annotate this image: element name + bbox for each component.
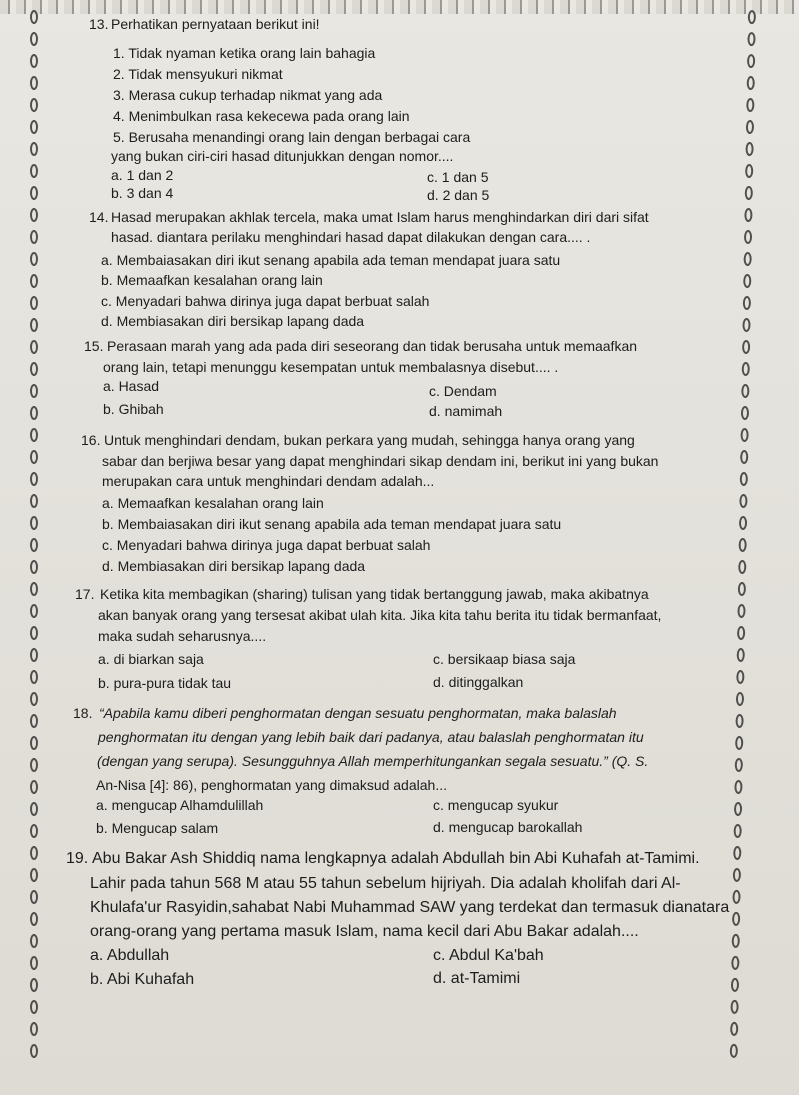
option-b[interactable]: b. Membaiasakan diri ikut senang apabila ada teman mendapat juara satu [102, 516, 562, 532]
option-b[interactable]: b. Ghibah [103, 401, 164, 417]
question-stem-line: Abu Bakar Ash Shiddiq nama lengkapnya adalah Abdullah bin Abi Kuhafah at-Tamimi. [92, 850, 700, 867]
question-stem-line: akan banyak orang yang tersesat akibat ulah kita. Jika kita tahu berita itu tidak bermanfaat, [98, 607, 662, 623]
option-c[interactable]: c. Menyadari bahwa dirinya juga dapat berbuat salah [101, 293, 430, 309]
question-stem-line: (dengan yang serupa). Sesungguhnya Allah memperhitungankan segala sesuatu.” (Q. S. [97, 753, 649, 769]
option-a[interactable]: a. mengucap Alhamdulillah [96, 797, 264, 813]
statement: 4. Menimbulkan rasa kekecewa pada orang lain [113, 108, 410, 124]
option-c[interactable]: c. Dendam [429, 383, 497, 399]
option-b[interactable]: b. pura-pura tidak tau [98, 675, 232, 691]
option-c[interactable]: c. Menyadari bahwa dirinya juga dapat berbuat salah [102, 537, 431, 553]
question-stem-line: merupakan cara untuk menghindari dendam adalah... [102, 473, 435, 489]
statement: 3. Merasa cukup terhadap nikmat yang ada [113, 87, 383, 103]
option-b[interactable]: b. Abi Kuhafah [90, 971, 195, 988]
question-stem-line: sabar dan berjiwa besar yang dapat menghindari sikap dendam ini, berikut ini yang bukan [102, 453, 659, 469]
statement: 1. Tidak nyaman ketika orang lain bahagia [113, 45, 376, 61]
question-number: 13. [89, 16, 109, 32]
option-a[interactable]: a. Hasad [103, 378, 160, 394]
option-d[interactable]: d. namimah [429, 403, 503, 419]
question-stem-line: hasad. diantara perilaku menghindari hasad dapat dilakukan dengan cara.... . [111, 229, 591, 245]
question-stem-line: Ketika kita membagikan (sharing) tulisan yang tidak bertanggung jawab, maka akibatnya [100, 586, 649, 602]
question-stem-continued: yang bukan ciri-ciri hasad ditunjukkan dengan nomor.... [111, 148, 454, 164]
question-stem-line: penghormatan itu dengan yang lebih baik dari padanya, atau balaslah penghormatan itu [98, 729, 644, 745]
question-number: 15. [84, 338, 104, 354]
question-number: 19. [66, 850, 89, 867]
question-stem-line: “Apabila kamu diberi penghormatan dengan sesuatu penghormatan, maka balaslah [99, 705, 617, 721]
option-a[interactable]: a. Membaiasakan diri ikut senang apabila ada teman mendapat juara satu [101, 252, 561, 268]
option-a[interactable]: a. di biarkan saja [98, 651, 204, 667]
option-c[interactable]: c. 1 dan 5 [427, 169, 489, 185]
option-a[interactable]: a. Abdullah [90, 947, 170, 964]
question-number: 17. [75, 586, 95, 602]
question-stem-line: Hasad merupakan akhlak tercela, maka umat Islam harus menghindarkan diri dari sifat [111, 209, 649, 225]
option-d[interactable]: d. ditinggalkan [433, 674, 524, 690]
statement: 5. Berusaha menandingi orang lain dengan berbagai cara [113, 129, 471, 145]
option-a[interactable]: a. 1 dan 2 [111, 167, 174, 183]
question-stem: Perhatikan pernyataan berikut ini! [111, 16, 320, 32]
option-b[interactable]: b. 3 dan 4 [111, 185, 174, 201]
option-b[interactable]: b. Memaafkan kesalahan orang lain [101, 272, 323, 288]
question-stem-line: orang lain, tetapi menunggu kesempatan untuk membalasnya disebut.... . [103, 359, 559, 375]
question-stem-line: maka sudah seharusnya.... [98, 628, 267, 644]
question-number: 16. [81, 432, 101, 448]
question-stem-line: Khulafa'ur Rasyidin,sahabat Nabi Muhammad SAW yang terdekat dan termasuk dianatara [90, 899, 730, 916]
option-b[interactable]: b. Mengucap salam [96, 820, 219, 836]
option-c[interactable]: c. bersikaap biasa saja [433, 651, 576, 667]
option-d[interactable]: d. Membiasakan diri bersikap lapang dada [101, 313, 365, 329]
question-number: 14. [89, 209, 109, 225]
option-c[interactable]: c. Abdul Ka'bah [433, 947, 544, 964]
statement: 2. Tidak mensyukuri nikmat [113, 66, 283, 82]
question-stem-line: Untuk menghindari dendam, bukan perkara yang mudah, sehingga hanya orang yang [104, 432, 635, 448]
option-d[interactable]: d. 2 dan 5 [427, 187, 490, 203]
option-d[interactable]: d. Membiasakan diri bersikap lapang dada [102, 558, 366, 574]
question-stem-line: Lahir pada tahun 568 M atau 55 tahun sebelum hijriyah. Dia adalah kholifah dari Al- [90, 875, 681, 892]
option-d[interactable]: d. mengucap barokallah [433, 819, 583, 835]
question-stem-line: orang-orang yang pertama masuk Islam, nama kecil dari Abu Bakar adalah.... [90, 923, 639, 940]
question-stem-line: Perasaan marah yang ada pada diri seseorang dan tidak berusaha untuk memaafkan [107, 338, 638, 354]
question-stem-line: An-Nisa [4]: 86), penghormatan yang dimaksud adalah... [96, 777, 447, 793]
option-d[interactable]: d. at-Tamimi [433, 970, 521, 987]
option-a[interactable]: a. Memaafkan kesalahan orang lain [102, 495, 324, 511]
question-number: 18. [73, 705, 93, 721]
option-c[interactable]: c. mengucap syukur [433, 797, 559, 813]
